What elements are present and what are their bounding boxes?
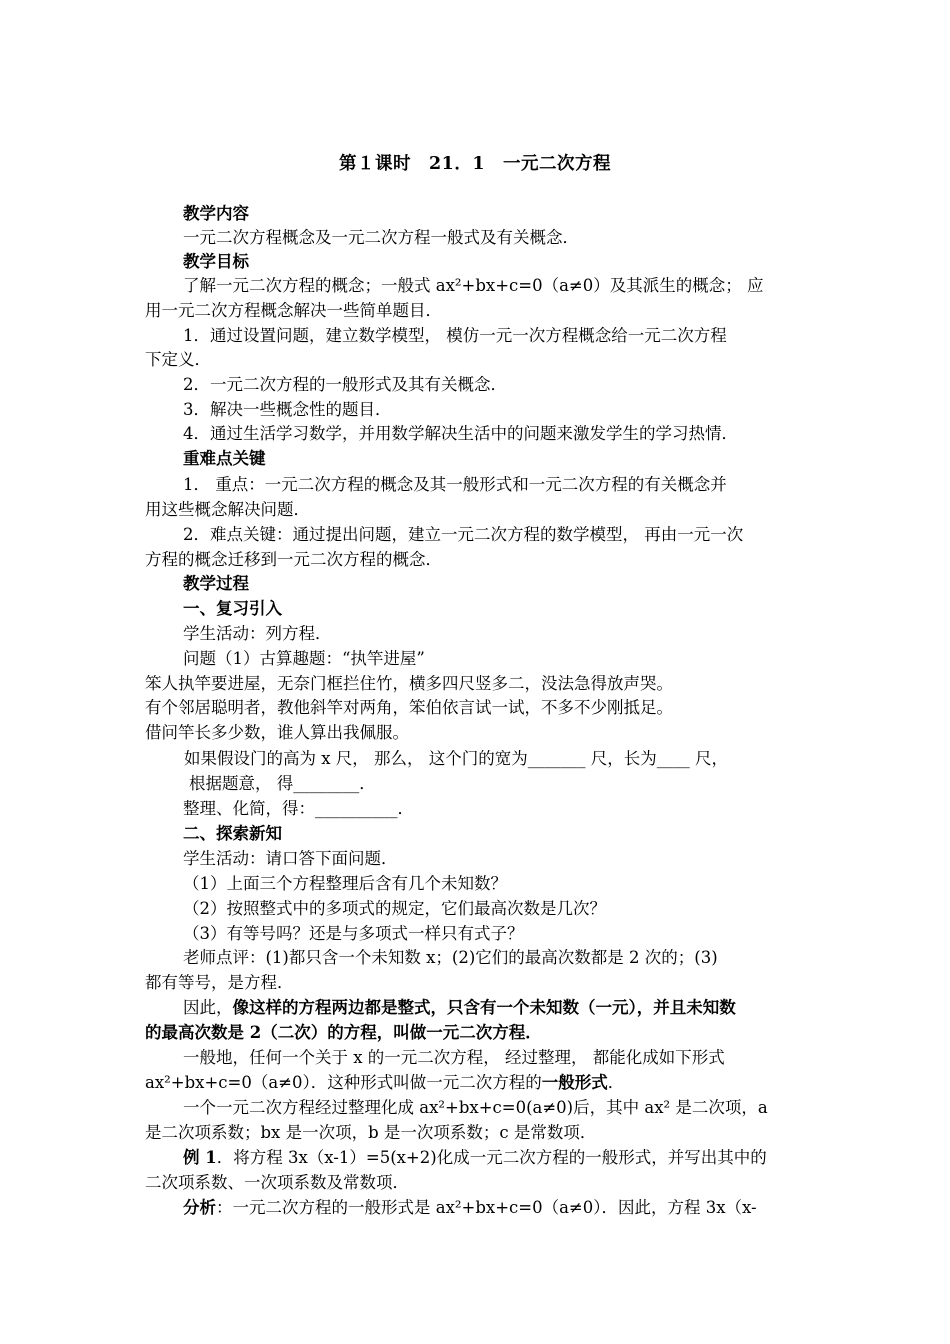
example-text: ．将方程 3x（x-1）=5(x+2)化成一元二次方程的一般形式，并写出其中的 [216, 1148, 767, 1167]
heading-key-points: 重难点关键 [183, 449, 266, 468]
text-line: 问题（1）古算趣题：“执竿进屋” [183, 649, 425, 668]
text-line: 都有等号，是方程． [145, 973, 294, 992]
question-line: （1）上面三个方程整理后含有几个未知数？ [183, 874, 507, 893]
question-line: （3）有等号吗？还是与多项式一样只有式子？ [183, 924, 524, 943]
definition-line: 的最高次数是 2（二次）的方程，叫做一元二次方程． [145, 1023, 542, 1042]
text-line: 学生活动：列方程． [183, 624, 332, 643]
text-line: 是二次项系数；bx 是一次项，b 是一次项系数；c 是常数项． [145, 1123, 597, 1142]
heading-explore: 二、探索新知 [183, 824, 282, 843]
poem-line: 有个邻居聪明者，教他斜竿对两角，笨伯依言试一试，不多不少刚抵足。 [145, 698, 673, 717]
text-line: 2．难点关键：通过提出问题，建立一元二次方程的数学模型， 再由一元一次 [183, 525, 744, 544]
heading-review: 一、复习引入 [183, 599, 282, 618]
text-line: 下定义． [145, 350, 211, 369]
poem-line: 借问竿长多少数，谁人算出我佩服。 [145, 723, 409, 742]
text-line [145, 1072, 624, 1094]
question-line: （2）按照整式中的多项式的规定，它们最高次数是几次？ [183, 899, 606, 918]
analysis-line [183, 1197, 757, 1219]
general-form-text: ax²+bx+c=0（a≠0）．这种形式叫做一元二次方程的 [145, 1073, 542, 1092]
example-line [183, 1147, 767, 1169]
example-label: 例 1 [183, 1148, 217, 1167]
text-line: 一元二次方程概念及一元二次方程一般式及有关概念． [183, 228, 579, 247]
text-line: 老师点评：(1)都只含一个未知数 x；(2)它们的最高次数都是 2 次的；(3) [183, 948, 718, 967]
text-line: 2．一元二次方程的一般形式及其有关概念． [183, 375, 507, 394]
analysis-label: 分析 [183, 1198, 216, 1217]
page-title: 第１课时 21．1 一元二次方程 [338, 154, 612, 174]
text-line: 一个一元二次方程经过整理化成 ax²+bx+c=0(a≠0)后，其中 ax² 是二次项，a [183, 1098, 768, 1117]
text-line: 1． 重点：一元二次方程的概念及其一般形式和一元二次方程的有关概念并 [183, 475, 727, 494]
definition-bold: 像这样的方程两边都是整式，只含有一个未知数（一元），并且未知数 [232, 998, 736, 1017]
text-line: 了解一元二次方程的概念；一般式 ax²+bx+c=0（a≠0）及其派生的概念； 应 [183, 276, 764, 295]
text-line: 1．通过设置问题，建立数学模型， 模仿一元一次方程概念给一元二次方程 [183, 326, 727, 345]
text-line: 4．通过生活学习数学，并用数学解决生活中的问题来激发学生的学习热情． [183, 424, 738, 443]
definition-lead: 因此， [183, 998, 233, 1017]
text-line: 3．解决一些概念性的题目． [183, 400, 392, 419]
definition-line [183, 997, 736, 1019]
text-line: 一般地，任何一个关于 x 的一元二次方程， 经过整理， 都能化成如下形式 [183, 1048, 725, 1067]
text-line: 学生活动：请口答下面问题． [183, 849, 398, 868]
text-line: 用这些概念解决问题． [145, 500, 310, 519]
period: ． [607, 1073, 625, 1092]
heading-teaching-process: 教学过程 [183, 574, 249, 593]
general-form-term: 一般形式 [541, 1073, 608, 1092]
text-line: 二次项系数、一次项系数及常数项． [145, 1173, 409, 1192]
text-line: 方程的概念迁移到一元二次方程的概念． [145, 550, 442, 569]
heading-teaching-goals: 教学目标 [183, 252, 249, 271]
poem-line: 笨人执竿要进屋，无奈门框拦住竹，横多四尺竖多二，没法急得放声哭。 [145, 674, 673, 693]
analysis-text: ：一元二次方程的一般形式是 ax²+bx+c=0（a≠0）．因此，方程 3x（x- [216, 1198, 757, 1217]
text-line: 整理、化简，得：__________． [183, 799, 414, 818]
heading-teaching-content: 教学内容 [183, 204, 249, 223]
text-line: 根据题意， 得________． [189, 774, 376, 793]
text-line: 用一元二次方程概念解决一些简单题目． [145, 301, 442, 320]
text-line: 如果假设门的高为 x 尺， 那么， 这个门的宽为_______ 尺，长为____ 尺， [184, 749, 729, 768]
